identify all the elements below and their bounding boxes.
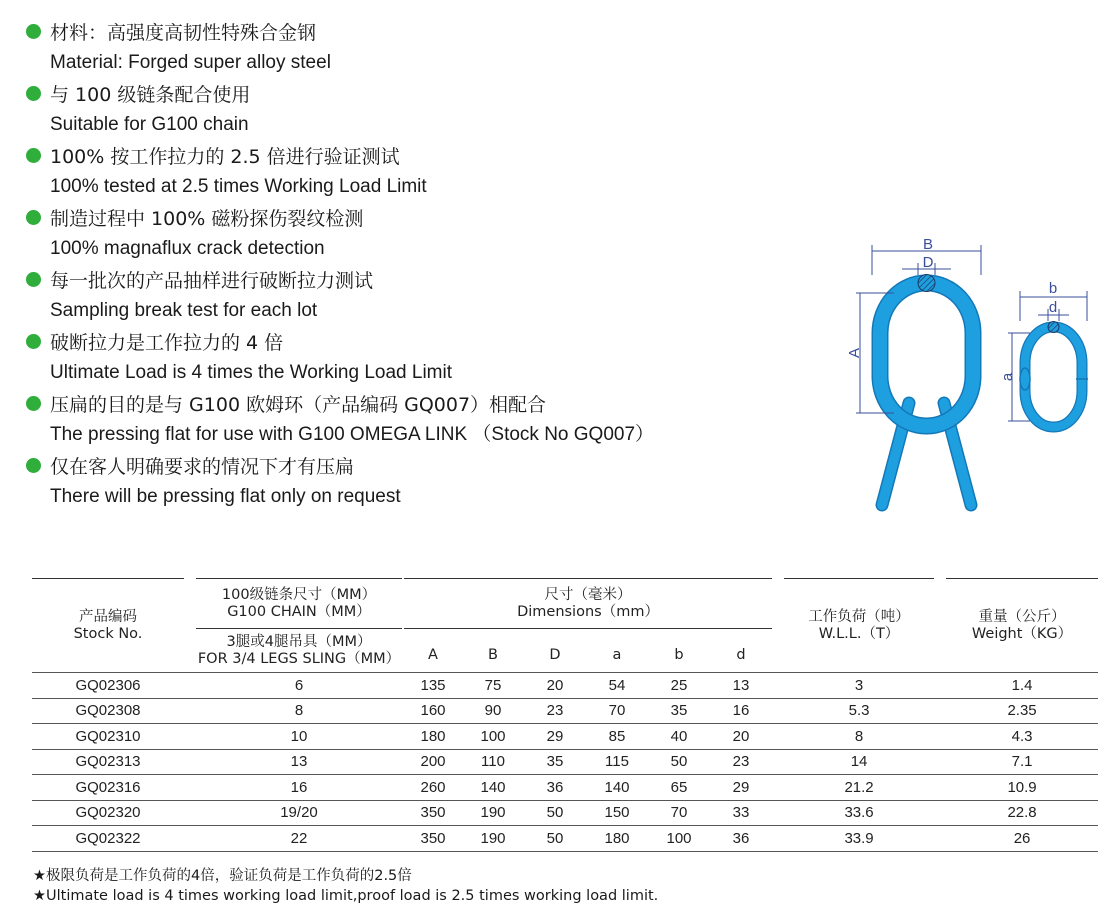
- header-stock-cn: 产品编码: [79, 608, 137, 625]
- dim-label-A: A: [846, 347, 863, 359]
- cell-stock: GQ02322: [32, 826, 184, 852]
- feature-item: [26, 326, 786, 388]
- feature-en: 100% magnaflux crack detection: [50, 238, 325, 259]
- cell-d: 36: [710, 826, 772, 852]
- cell-d: 50: [524, 800, 586, 826]
- note-en: ★Ultimate load is 4 times working load limit,proof load is 2.5 times working load limit.: [33, 888, 659, 904]
- cell-d: 29: [710, 775, 772, 801]
- cell-d: 29: [524, 724, 586, 750]
- feature-cn: [26, 326, 786, 357]
- bullet-icon: [26, 86, 41, 101]
- cell-wll: 21.2: [784, 775, 934, 801]
- cell-wll: 14: [784, 749, 934, 775]
- cell-b: 25: [648, 673, 710, 699]
- bullet-icon: [26, 396, 41, 411]
- table-row: [32, 826, 1098, 852]
- cell-d: 50: [524, 826, 586, 852]
- feature-cn: [26, 388, 786, 419]
- feature-en: Material: Forged super alloy steel: [50, 52, 331, 73]
- cell-chain: 10: [196, 724, 402, 750]
- header-dimensions: [404, 579, 772, 629]
- cell-weight: 4.3: [946, 724, 1098, 750]
- cell-wll: 5.3: [784, 698, 934, 724]
- table-row: [32, 775, 1098, 801]
- dim-label-a: a: [999, 372, 1016, 382]
- notes: [33, 866, 658, 906]
- bullet-icon: [26, 458, 41, 473]
- small-link-dimensions: [1008, 291, 1087, 421]
- note-cn: ★极限负荷是工作负荷的4倍，验证负荷是工作负荷的2.5倍: [33, 868, 412, 884]
- cell-d: 23: [524, 698, 586, 724]
- header-dim-a: a: [586, 629, 648, 673]
- table-row: [32, 749, 1098, 775]
- header-chain-en: G100 CHAIN（MM）: [227, 603, 371, 620]
- dim-label-B: B: [922, 236, 934, 253]
- feature-en: There will be pressing flat only on request: [50, 486, 401, 507]
- cell-chain: 16: [196, 775, 402, 801]
- feature-cn-text: 每一批次的产品抽样进行破断拉力测试: [50, 270, 374, 292]
- feature-cn-text: 破断拉力是工作拉力的 4 倍: [50, 332, 284, 354]
- table-row: [32, 673, 1098, 699]
- cell-a: 85: [586, 724, 648, 750]
- feature-cn-text: 100% 按工作拉力的 2.5 倍进行验证测试: [50, 146, 400, 168]
- header-wll-cn: 工作负荷（吨）: [808, 608, 910, 625]
- cell-wll: 8: [784, 724, 934, 750]
- header-chain: [196, 579, 402, 629]
- cell-stock: GQ02316: [32, 775, 184, 801]
- cell-wll: 33.9: [784, 826, 934, 852]
- header-wll-en: W.L.L.（T）: [818, 625, 900, 642]
- header-weight-en: Weight（KG）: [971, 625, 1073, 642]
- cell-b: 110: [462, 749, 524, 775]
- bullet-icon: [26, 24, 41, 39]
- cell-weight: 26: [946, 826, 1098, 852]
- feature-cn: [26, 264, 786, 295]
- feature-cn: [26, 202, 786, 233]
- cell-d: 20: [710, 724, 772, 750]
- cell-d: 13: [710, 673, 772, 699]
- master-link-diagram: [840, 225, 1105, 525]
- header-sling-cn: 3腿或4腿吊具（MM）: [226, 633, 372, 650]
- cell-a: 350: [404, 800, 462, 826]
- cell-stock: GQ02308: [32, 698, 184, 724]
- feature-cn-text: 压扁的目的是与 G100 欧姆环（产品编码 GQ007）相配合: [50, 394, 547, 416]
- feature-item: [26, 388, 786, 450]
- header-dim-en: Dimensions（mm）: [517, 603, 659, 620]
- cell-wll: 3: [784, 673, 934, 699]
- table-row: [32, 698, 1098, 724]
- cell-a: 70: [586, 698, 648, 724]
- cell-d: 16: [710, 698, 772, 724]
- dim-label-d: d: [1048, 299, 1058, 316]
- cell-b: 190: [462, 826, 524, 852]
- feature-en: Ultimate Load is 4 times the Working Load Limit: [50, 362, 452, 383]
- cell-a: 180: [404, 724, 462, 750]
- cell-chain: 8: [196, 698, 402, 724]
- cell-d: 33: [710, 800, 772, 826]
- cell-b: 90: [462, 698, 524, 724]
- header-dim-cn: 尺寸（毫米）: [544, 586, 632, 603]
- feature-item: [26, 16, 786, 78]
- master-link: [880, 275, 973, 427]
- cell-b: 190: [462, 800, 524, 826]
- cell-b: 40: [648, 724, 710, 750]
- cell-d: 35: [524, 749, 586, 775]
- cell-weight: 1.4: [946, 673, 1098, 699]
- cell-stock: GQ02313: [32, 749, 184, 775]
- cell-a: 200: [404, 749, 462, 775]
- header-weight-cn: 重量（公斤）: [978, 608, 1066, 625]
- cell-a: 350: [404, 826, 462, 852]
- cell-b: 100: [462, 724, 524, 750]
- dim-label-D: D: [922, 254, 934, 271]
- cell-chain: 19/20: [196, 800, 402, 826]
- cell-b: 140: [462, 775, 524, 801]
- feature-item: [26, 450, 786, 512]
- cell-stock: GQ02320: [32, 800, 184, 826]
- header-wll: [784, 579, 934, 673]
- feature-cn-text: 仅在客人明确要求的情况下才有压扁: [50, 456, 355, 478]
- bullet-icon: [26, 272, 41, 287]
- feature-cn: [26, 140, 786, 171]
- header-weight: [946, 579, 1098, 673]
- feature-cn: [26, 450, 786, 481]
- feature-en: 100% tested at 2.5 times Working Load Limit: [50, 176, 427, 197]
- cell-b: 35: [648, 698, 710, 724]
- feature-cn: [26, 78, 786, 109]
- cell-weight: 2.35: [946, 698, 1098, 724]
- feature-cn: [26, 16, 786, 47]
- header-dim-B: B: [462, 629, 524, 673]
- bullet-icon: [26, 148, 41, 163]
- cell-a: 260: [404, 775, 462, 801]
- header-stock: [32, 579, 184, 673]
- feature-cn-text: 材料：高强度高韧性特殊合金钢: [50, 22, 317, 44]
- cell-d: 36: [524, 775, 586, 801]
- cell-b: 100: [648, 826, 710, 852]
- header-dim-b: b: [648, 629, 710, 673]
- feature-en: Sampling break test for each lot: [50, 300, 318, 321]
- cell-b: 50: [648, 749, 710, 775]
- cell-b: 65: [648, 775, 710, 801]
- feature-cn-text: 与 100 级链条配合使用: [50, 84, 251, 106]
- feature-item: [26, 78, 786, 140]
- cell-b: 70: [648, 800, 710, 826]
- header-chain-cn: 100级链条尺寸（MM）: [221, 586, 377, 603]
- feature-cn-text: 制造过程中 100% 磁粉探伤裂纹检测: [50, 208, 364, 230]
- cell-b: 75: [462, 673, 524, 699]
- cell-a: 115: [586, 749, 648, 775]
- header-sling: [196, 629, 402, 673]
- cell-chain: 6: [196, 673, 402, 699]
- table-row: [32, 800, 1098, 826]
- cell-stock: GQ02306: [32, 673, 184, 699]
- cell-d: 23: [710, 749, 772, 775]
- feature-list: [26, 16, 786, 512]
- feature-en: Suitable for G100 chain: [50, 114, 249, 135]
- table-row: [32, 724, 1098, 750]
- cell-weight: 7.1: [946, 749, 1098, 775]
- feature-en: The pressing flat for use with G100 OMEGA LINK （Stock No GQ007）: [50, 424, 655, 445]
- feature-item: [26, 202, 786, 264]
- feature-item: [26, 140, 786, 202]
- cell-wll: 33.6: [784, 800, 934, 826]
- cell-a: 54: [586, 673, 648, 699]
- small-link: [1020, 322, 1088, 428]
- cell-a: 135: [404, 673, 462, 699]
- header-dim-d: d: [710, 629, 772, 673]
- cell-a: 140: [586, 775, 648, 801]
- dim-label-b: b: [1048, 280, 1058, 297]
- cell-a: 160: [404, 698, 462, 724]
- cell-a: 150: [586, 800, 648, 826]
- cell-chain: 13: [196, 749, 402, 775]
- feature-item: [26, 264, 786, 326]
- cell-chain: 22: [196, 826, 402, 852]
- cell-d: 20: [524, 673, 586, 699]
- cell-weight: 22.8: [946, 800, 1098, 826]
- cell-a: 180: [586, 826, 648, 852]
- spec-table: [32, 578, 1098, 852]
- header-dim-D: D: [524, 629, 586, 673]
- header-sling-en: FOR 3/4 LEGS SLING（MM）: [197, 650, 401, 667]
- header-dim-A: A: [404, 629, 462, 673]
- bullet-icon: [26, 210, 41, 225]
- cell-stock: GQ02310: [32, 724, 184, 750]
- bullet-icon: [26, 334, 41, 349]
- header-stock-en: Stock No.: [73, 625, 143, 642]
- cell-weight: 10.9: [946, 775, 1098, 801]
